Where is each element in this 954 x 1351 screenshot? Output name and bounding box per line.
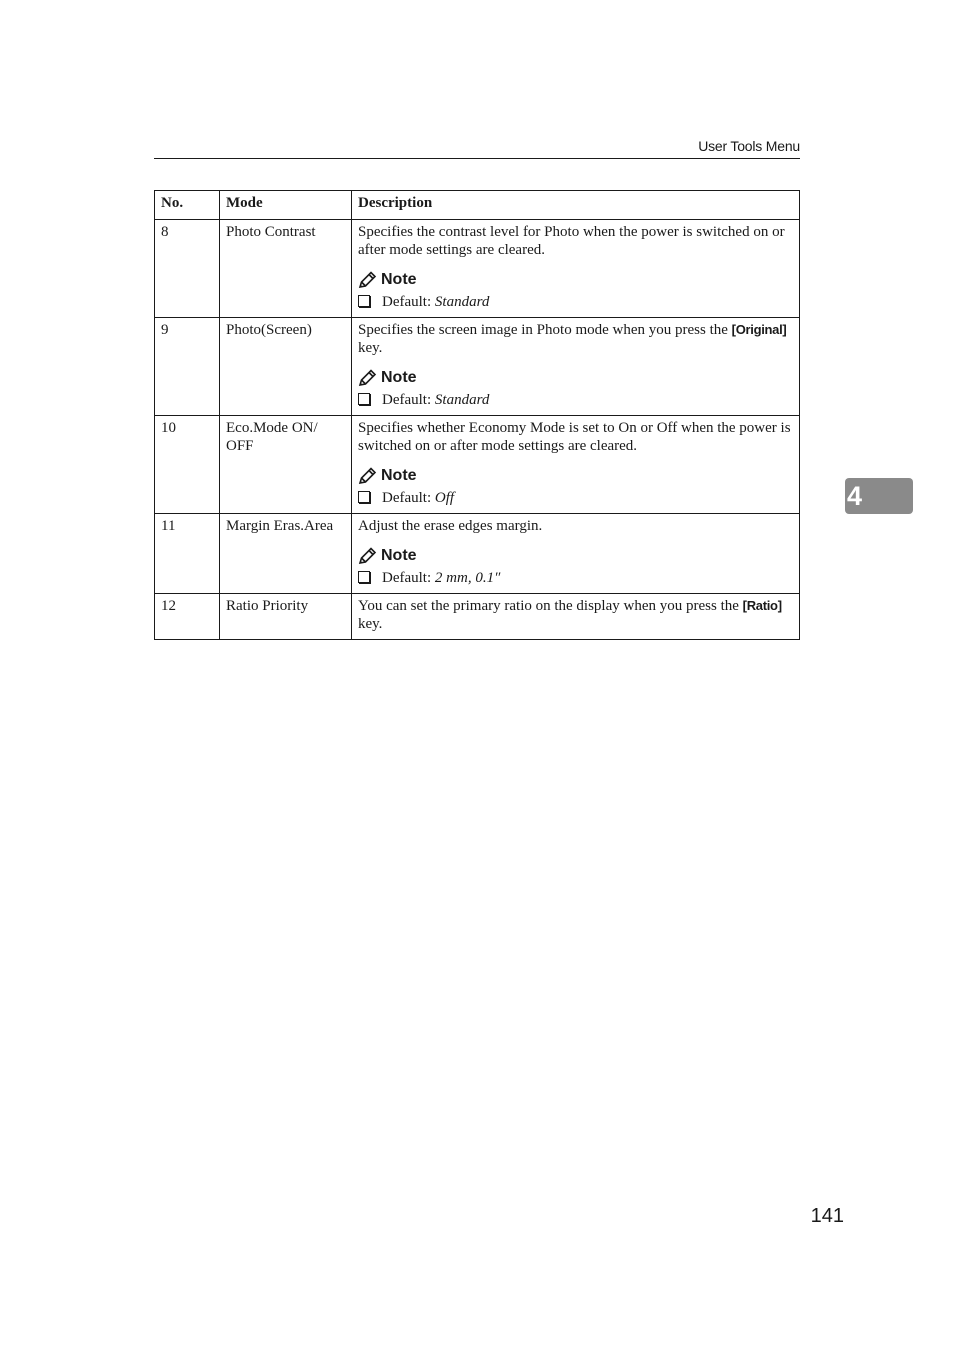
default-value: Standard — [434, 392, 490, 408]
table-row — [155, 318, 800, 416]
default-value: 2 mm, 0.1″ — [434, 570, 501, 586]
checkbox-bullet-icon — [358, 571, 370, 583]
description-cell — [352, 416, 800, 514]
description-text: Specifies whether Economy Mode is set to On or Off when the power is switched on or after mode settings are cleared. — [358, 420, 791, 454]
checkbox-bullet-icon — [358, 491, 370, 503]
column-header-description: Description — [352, 191, 800, 220]
mode-name: Margin Eras.Area — [220, 514, 352, 594]
row-number: 12 — [155, 594, 220, 640]
description-cell — [352, 318, 800, 416]
table-row — [155, 416, 800, 514]
table-row — [155, 594, 800, 640]
note-item: Default: Off — [358, 489, 793, 507]
pencil-note-icon — [358, 271, 377, 289]
default-value: Off — [434, 490, 455, 506]
description-text: Specifies the screen image in Photo mode when you press the [ Original ] key. — [358, 321, 793, 357]
mode-name: Ratio Priority — [220, 594, 352, 640]
note-heading: Note — [358, 546, 793, 566]
default-value: Standard — [434, 294, 490, 310]
table-header-row — [155, 191, 800, 220]
checkbox-bullet-icon — [358, 295, 370, 307]
running-header: User Tools Menu — [154, 138, 800, 159]
user-tools-table — [154, 190, 800, 640]
note-item: Default: Standard — [358, 391, 793, 409]
page-number: 141 — [810, 1205, 844, 1227]
table-row — [155, 220, 800, 318]
description-cell — [352, 220, 800, 318]
key-name: [ Original ] — [732, 322, 787, 337]
note-heading: Note — [358, 368, 793, 388]
mode-name: Photo(Screen) — [220, 318, 352, 416]
description-text: Specifies the contrast level for Photo when the power is switched on or after mode settings are cleared. — [358, 224, 785, 258]
description-text: You can set the primary ratio on the display when you press the [ Ratio ] key. — [358, 597, 793, 633]
row-number: 9 — [155, 318, 220, 416]
pencil-note-icon — [358, 547, 377, 565]
note-heading: Note — [358, 466, 793, 486]
mode-name: Eco.Mode ON/ OFF — [220, 416, 352, 514]
note-item: Default: Standard — [358, 293, 793, 311]
row-number: 10 — [155, 416, 220, 514]
description-cell — [352, 514, 800, 594]
column-header-no: No. — [155, 191, 220, 220]
pencil-note-icon — [358, 369, 377, 387]
table-row — [155, 514, 800, 594]
pencil-note-icon — [358, 467, 377, 485]
note-item: Default: 2 mm, 0.1″ — [358, 569, 793, 587]
row-number: 8 — [155, 220, 220, 318]
checkbox-bullet-icon — [358, 393, 370, 405]
key-name: [ Ratio ] — [743, 598, 782, 613]
description-cell — [352, 594, 800, 640]
chapter-tab: 4 — [845, 478, 913, 514]
description-text: Adjust the erase edges margin. — [358, 518, 543, 534]
column-header-mode: Mode — [220, 191, 352, 220]
mode-name: Photo Contrast — [220, 220, 352, 318]
note-heading: Note — [358, 270, 793, 290]
row-number: 11 — [155, 514, 220, 594]
